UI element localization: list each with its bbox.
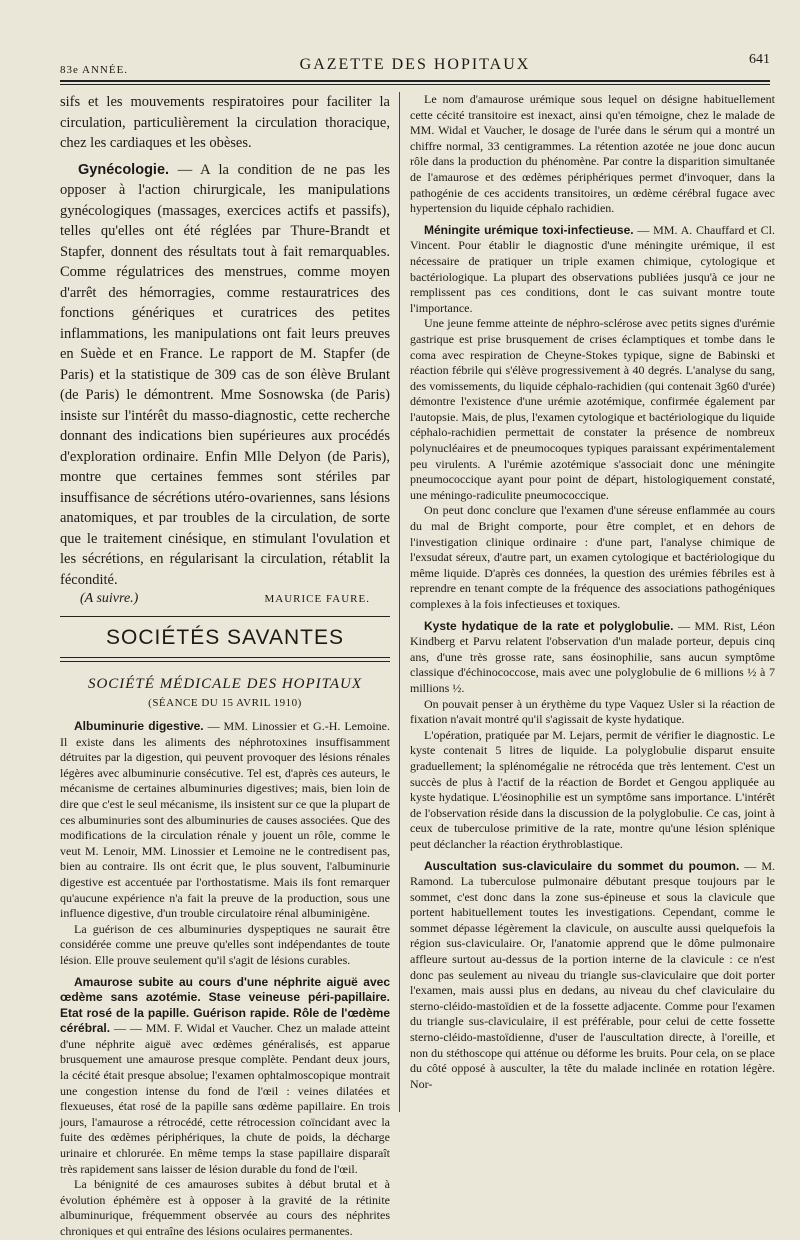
paragraph: La guérison de ces albuminuries dyspeptiques ne saurait être considérée comme une preuve qu'elles sont indépendantes de toute lésion. Elle prouve seulement qu'il s'agit de lésions curables. — [60, 921, 390, 967]
column-divider — [399, 92, 400, 1112]
paragraph: On peut donc conclure que l'examen d'une séreuse enflammée au cours du mal de Bright comporte, pour être complet, et en dehors de l'investigation clinique ordinaire : d'une part, l'analyse chimique de l'exsudat séreux, d'autre part, un examen cytologique et bactériologique du même liquide. D'après ces données, la question des urémies fébriles est à reprendre en tenant compte de la fréquence des associations pathogéniques complexes à la fois infectieuses et toxiques. — [410, 503, 775, 611]
session-date: (SÉANCE DU 15 AVRIL 1910) — [148, 697, 302, 709]
report-heading: Méningite urémique toxi-infectieuse. — [424, 222, 634, 237]
paragraph-body: — A la condition de ne pas les opposer à l'action chirurgicale, les manipulations gynécologiques (massages, exercices actifs et passifs), telles qu'elles ont été réglées par Thure-Brandt et Stapfer, donnent des résultats tout à fait remarquables. Comme régulatrices des menstrues, comme moyen d'arrêt des hémorragies, comme restauratrices des fonctions génériques et curatrices des petites inflammations, les manipulations ont fait leurs preuves en Suède et en France. Le rapport de M. Stapfer (de Paris) et la statistique de 309 cas de son élève Brulant (de Paris) le démontrent. Mme Sosnowska (de Paris) insiste sur l'intérêt du masso-diagnostic, cette recherche donnant des indications bien supérieures aux procédés d'exploration ordinaire. Enfin Mlle Delyon (de Paris), montre que certaines femmes sont stériles par insuffisance de sécrétions utéro-ovariennes, sans lésions anatomiques, et par troubles de la circulation, de sorte que le traitement cinésique, en stimulant l'ovulation et les sécrétions, en régularisant la circulation, rétablit la fécondité. — [60, 161, 390, 588]
paragraph — [60, 160, 390, 591]
section-rule-thin — [60, 661, 390, 662]
section-rule — [60, 657, 390, 658]
report-heading: Auscultation sus-claviculaire du sommet du poumon. — [424, 858, 740, 873]
page-number: 641 — [749, 52, 770, 67]
paragraph: Le nom d'amaurose urémique sous lequel on désigne habituellement cette cécité transitoire est inexact, ainsi qu'en témoigne, chez le malade de MM. Widal et Vaucher, le dosage de l'urée dans le sérum qui a montré un chiffre normal, 33 centigrammes. La rétention azotée ne joue donc aucun rôle dans la production du phénomène. Par contre la disparition simultanée de l'amaurose et des œdèmes périphériques permet d'invoquer, dans la pathogénie de ces accidents transitoires, un œdème cérébral fugace avec hypertension du liquide céphalo rachidien. — [410, 92, 775, 216]
report-heading: Kyste hydatique de la rate et polyglobulie. — [424, 618, 674, 633]
paragraph-body: — — MM. F. Widal et Vaucher. Chez un malade atteint d'une néphrite aiguë avec œdèmes généralisés, est apparue brusquement une amaurose presque complète. Pendant deux jours, la cécité était presque absolue; l'examen ophtalmoscopique montrait une congestion intense du fond de l'œil : veines dilatées et flexueuses, état rosé de la papille sans œdème papillaire. En trois jours, l'amaurose a rétrocédé, cette rétrocession coïncidant avec la fuite des œdèmes périphériques, la chute de poids, la décharge urinaire et chlorurée. En même temps la stase papillaire disparaît très rapidement sans laisser de lésion durable du fond de l'œil. — [60, 1021, 390, 1176]
journal-title: GAZETTE DES HOPITAUX — [299, 56, 531, 73]
right-column — [410, 92, 775, 1112]
paragraph: On pouvait penser à un érythème du type Vaquez Usler si la réaction de fixation n'avait montré qu'il s'agissait de kyste hydatique. — [410, 696, 775, 727]
header-rule — [60, 80, 770, 82]
report-heading: Albuminurie digestive. — [74, 719, 204, 733]
header-rule-thin — [60, 84, 770, 85]
paragraph — [410, 619, 775, 697]
section-title: SOCIÉTÉS SAVANTES — [106, 626, 344, 649]
society-name: SOCIÉTÉ MÉDICALE DES HOPITAUX — [87, 676, 363, 692]
paragraph-body: — M. Ramond. La tuberculose pulmonaire débutant presque toujours par le sommet, c'est donc dans la zone sus-épineuse et sous la clavicule que portent habituellement toutes les investigations. Cependant, comme le sommet dépasse légèrement la clavicule, on ausculte aussi quelquefois la région sus-claviculaire. Or, l'anatomie apprend que le dôme pulmonaire affleure surtout au-dessus de la portion interne de la clavicule : ce n'est donc pas seulement au niveau du triangle sus-claviculaire que doit porter l'examen, mais aussi plus en dedans, au niveau du chef claviculaire du sterno-cléido-mastoïdien et de la fossette adjacente. Comme pour l'examen du triangle sus-claviculaire, il est préférable, pour celui de cette fossette sterno-cléido-mastoïdienne, d'user de l'auscultation directe, à l'oreille, et non du stéthoscope qui atténue ou déforme les bruits. Pour cela, on se place du côté opposé à ausculter, la tête du malade inclinée en rotation légère. Nor- — [410, 858, 775, 1091]
continuation-note: (A suivre.) — [80, 591, 139, 606]
paragraph — [60, 975, 390, 1178]
section-heading: Gynécologie. — [78, 161, 170, 178]
paragraph: Une jeune femme atteinte de néphro-sclérose avec petits signes d'urémie gastrique est prise brusquement de crises éclamptiques et tombe dans le coma avec respiration de Cheyne-Stokes typique, signe de Babinski et réaction fébrile qui s'élève progressivement à 40 degrés. L'analyse du sang, des vomissements, du liquide céphalo-rachidien (qui contenait 3g60 d'urée) démontre l'existence d'une urémie azotémique, confirmée également par l'autopsie. Mais, de plus, l'examen cytologique et bactériologique du liquide céphalo-rachidien permettait de constater la présence de nombreux polynucléaires et de pneumocoques typiques paraissant expérimentalement peu virulents. A l'urémie azotémique s'associait donc une méningite pneumococcique ayant pour point de départ, histologiquement constaté, une méningo-radiculite pneumococcique. — [410, 316, 775, 502]
left-column — [60, 92, 390, 1238]
paragraph — [410, 859, 775, 1093]
paragraph — [60, 719, 390, 922]
author-name: MAURICE FAURE. — [264, 593, 370, 605]
paragraph-body: — MM. Linossier et G.-H. Lemoine. Il existe dans les aliments des néphrotoxines insuffisamment détruites par la digestion, qui peuvent provoquer des lésions rénales légères avec albuminurie consécutive. Tel est, d'après ces auteurs, le mécanisme de certaines albuminuries digestives; mais, bien loin de dire que c'est le seul mécanisme, ils insistent sur ce que la plupart de ces albuminuries sont des albuminuries de causes associées. Que des modifications de la circulation rénale y jouent un rôle, comme le veut M. Lenoir, MM. Linossier et Lemoine ne le contredisent pas, bien au contraire. Ils ont écrit que, le plus souvent, l'albuminurie digestive est accentuée par l'orthostatisme. Mais ils font remarquer qu'aucune expérience n'a fait la preuve de la production, sous une influence digestive, d'un trouble circulatoire rénal albuminigène. — [60, 719, 390, 921]
issue-number: 83e ANNÉE. — [60, 64, 129, 76]
paragraph-body: — MM. A. Chauffard et Cl. Vincent. Pour établir le diagnostic d'une méningite urémique, il est nécessaire de pratiquer un triple examen chimique, cytologique et bactériologique. La plupart des observations publiées jusqu'à ce jour ne remplissent pas ces conditions, dont le cas suivant montre toute l'importance. — [410, 222, 775, 315]
paragraph — [410, 223, 775, 317]
paragraph: La bénignité de ces amauroses subites à début brutal et à évolution éphémère est à opposer à la gravité de la rétinite albuminurique, fréquemment observée au cours des néphrites chroniques et qui entraîne des lésions oculaires permanentes. — [60, 1177, 390, 1238]
paragraph: sifs et les mouvements respiratoires pour faciliter la circulation, particulièrement la circulation thoracique, chez les cardiaques et les obèses. — [60, 94, 390, 151]
paragraph: L'opération, pratiquée par M. Lejars, permit de vérifier le diagnostic. Le kyste contenait 5 litres de liquide. La polyglobulie disparut ensuite graduellement; la splénomégalie ne rétrocéda que très lentement. C'est un succès de plus à l'actif de la réaction de Bordet et Gengou appliquée au kyste hydatique. L'éosinophilie est un symptôme sans importance. L'intérêt de l'observation réside dans la discussion de la polyglobulie. Ce cas, joint à ceux de tuberculose primitive de la rate, montre qu'une lésion splénique peut déclancher la réaction érythroblastique. — [410, 727, 775, 851]
report-heading: Amaurose subite au cours d'une néphrite aiguë avec œdème sans azotémie. Stase veineuse péri-papillaire. Etat rosé de la papille. Guérison rapide. Rôle de l'œdème cérébral. — [60, 974, 390, 1036]
article-signature — [60, 590, 390, 608]
paragraph-body: — MM. Rist, Léon Kindberg et Parvu relatent l'observation d'un malade porteur, depuis cinq ans, d'une très grosse rate, sans éosinophilie, sans aucun symptôme classique d'échinococcose, mais avec une polyglobulie de 6 millions ½ à 7 millions ½. — [410, 618, 775, 695]
